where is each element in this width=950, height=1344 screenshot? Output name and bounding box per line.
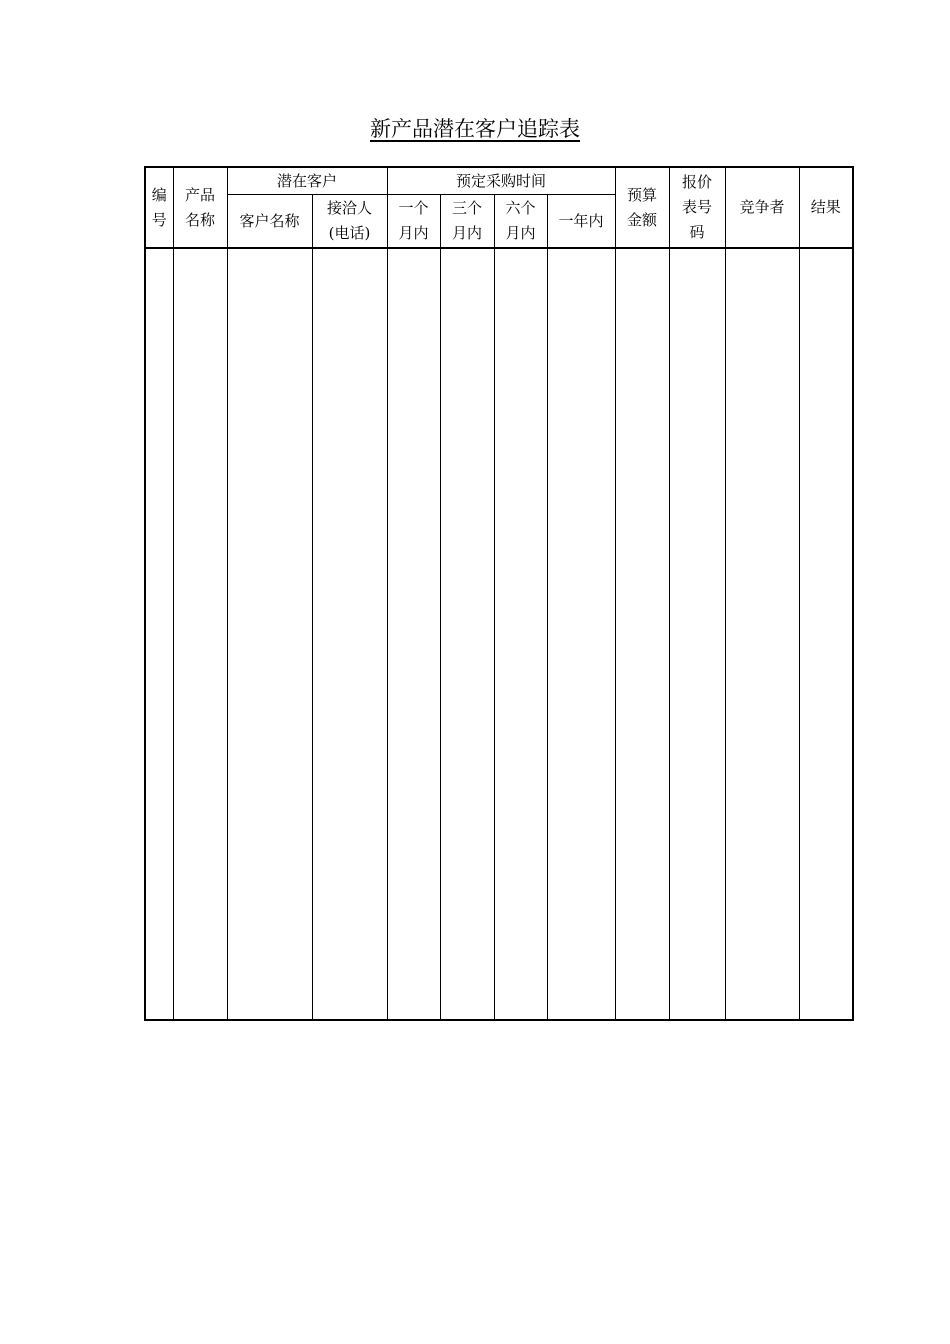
header-one-month-line1: 一个 bbox=[398, 199, 429, 217]
header-contact-line2: (电话) bbox=[328, 224, 371, 242]
header-product-name bbox=[173, 167, 227, 248]
header-quote-line2: 表号 bbox=[682, 198, 713, 216]
header-planned-purchase-time: 预定采购时间 bbox=[387, 167, 615, 195]
cell-id[interactable] bbox=[145, 248, 173, 1020]
header-potential-customer: 潜在客户 bbox=[227, 167, 387, 195]
header-quote-line1: 报价 bbox=[682, 173, 713, 191]
header-contact-line1: 接洽人 bbox=[327, 199, 373, 217]
header-result: 结果 bbox=[799, 167, 853, 248]
cell-contact-person[interactable] bbox=[312, 248, 387, 1020]
cell-within-one-month[interactable] bbox=[387, 248, 440, 1020]
header-customer-name: 客户名称 bbox=[227, 195, 312, 249]
tracking-table bbox=[144, 166, 854, 1021]
header-contact-person bbox=[312, 195, 387, 249]
cell-customer-name[interactable] bbox=[227, 248, 312, 1020]
cell-within-three-months[interactable] bbox=[440, 248, 494, 1020]
header-three-month-line2: 月内 bbox=[452, 224, 483, 242]
header-three-month-line1: 三个 bbox=[452, 199, 483, 217]
header-within-one-month bbox=[387, 195, 440, 249]
header-id-line1: 编 bbox=[151, 185, 167, 204]
header-id bbox=[145, 167, 173, 248]
header-product-line2: 名称 bbox=[184, 210, 215, 229]
header-quote-number bbox=[669, 167, 725, 248]
header-budget-amount bbox=[615, 167, 669, 248]
cell-result[interactable] bbox=[799, 248, 853, 1020]
header-budget-line2: 金额 bbox=[627, 210, 658, 229]
cell-product-name[interactable] bbox=[173, 248, 227, 1020]
header-quote-line3: 码 bbox=[689, 223, 705, 241]
header-within-three-months bbox=[440, 195, 494, 249]
header-six-month-line2: 月内 bbox=[505, 224, 536, 242]
header-competitor: 竞争者 bbox=[725, 167, 799, 248]
page-title bbox=[0, 114, 950, 144]
cell-within-six-months[interactable] bbox=[494, 248, 547, 1020]
header-id-line2: 号 bbox=[151, 210, 167, 229]
header-product-line1: 产品 bbox=[184, 185, 215, 204]
cell-budget-amount[interactable] bbox=[615, 248, 669, 1020]
cell-competitor[interactable] bbox=[725, 248, 799, 1020]
header-one-month-line2: 月内 bbox=[398, 224, 429, 242]
page-title-text: 新产品潜在客户追踪表 bbox=[370, 117, 580, 141]
header-within-six-months bbox=[494, 195, 547, 249]
cell-within-one-year[interactable] bbox=[547, 248, 615, 1020]
table-row-blank bbox=[145, 248, 853, 1020]
cell-quote-number[interactable] bbox=[669, 248, 725, 1020]
header-within-one-year: 一年内 bbox=[547, 195, 615, 249]
header-six-month-line1: 六个 bbox=[505, 199, 536, 217]
header-budget-line1: 预算 bbox=[627, 185, 658, 204]
